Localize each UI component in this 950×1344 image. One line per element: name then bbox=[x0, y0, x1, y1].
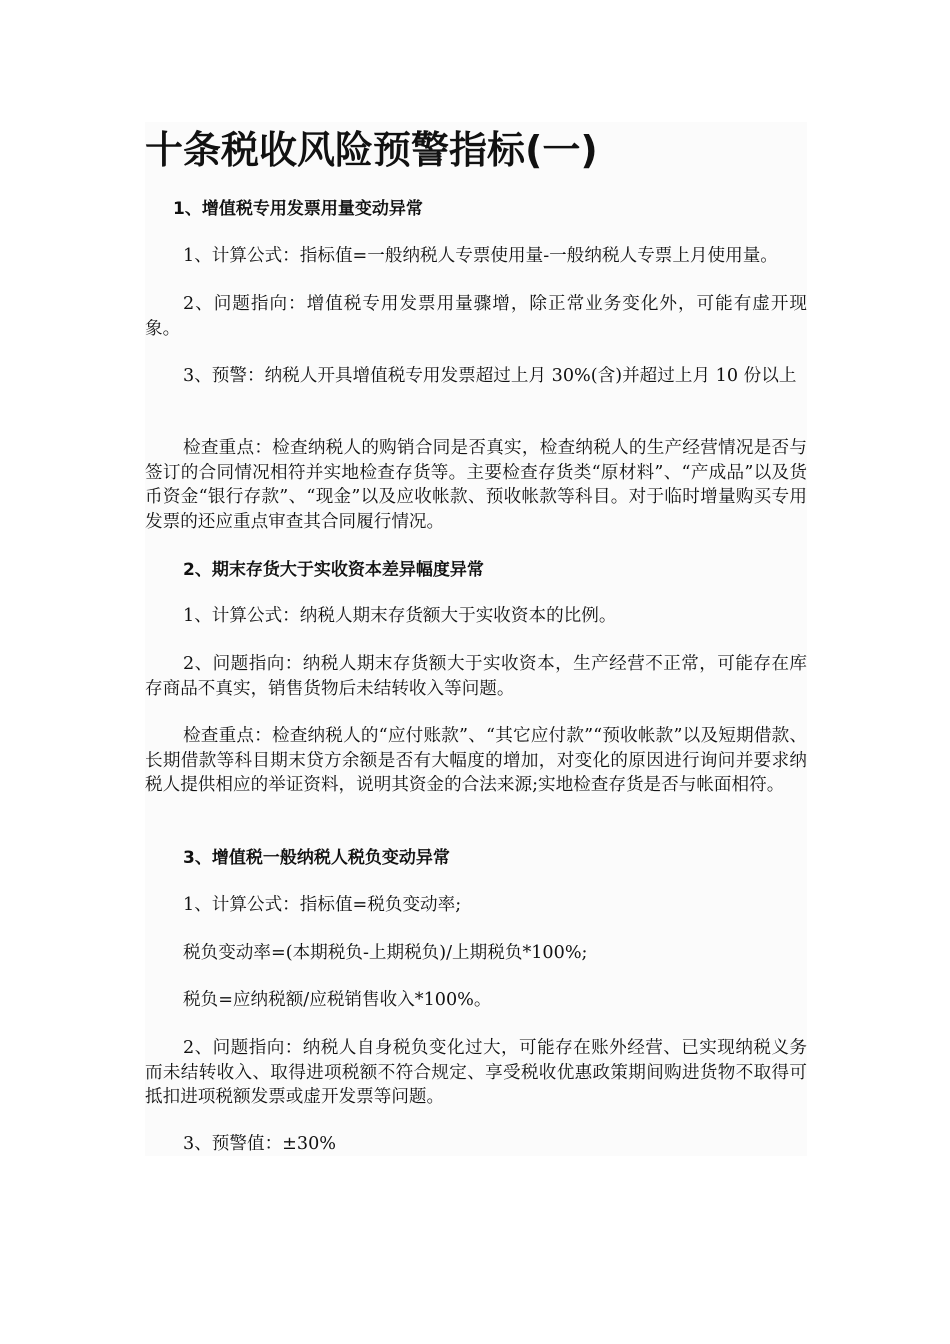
paragraph: 税负=应纳税额/应税销售收入*100%。 bbox=[183, 990, 492, 1010]
paragraph: 2、问题指向：纳税人期末存货额大于实收资本，生产经营不正常，可能存在库存商品不真实，销售货物后未结转收入等问题。 bbox=[145, 654, 807, 699]
paragraph: 1、计算公式：纳税人期末存货额大于实收资本的比例。 bbox=[183, 606, 617, 626]
section-heading: 1、增值税专用发票用量变动异常 bbox=[173, 199, 423, 219]
paragraph: 3、预警值：±30% bbox=[183, 1134, 337, 1154]
paragraph: 检查重点：检查纳税人的购销合同是否真实，检查纳税人的生产经营情况是否与签订的合同情况相符并实地检查存货等。主要检查存货类“原材料”、“产成品”以及货币资金“银行存款”、“现金”以及应收帐款、预收帐款等科目。对于临时增量购买专用发票的还应重点审查其合同履行情况。 bbox=[145, 438, 807, 532]
paragraph: 检查重点：检查纳税人的“应付账款”、“其它应付款”“预收帐款”以及短期借款、长期借款等科目期末贷方余额是否有大幅度的增加，对变化的原因进行询问并要求纳税人提供相应的举证资料，说明其资金的合法来源;实地检查存货是否与帐面相符。 bbox=[145, 726, 807, 795]
paragraph: 1、计算公式：指标值=税负变动率; bbox=[183, 895, 462, 915]
paragraph: 2、问题指向：纳税人自身税负变化过大，可能存在账外经营、已实现纳税义务而未结转收入、取得进项税额不符合规定、享受税收优惠政策期间购进货物不取得可抵扣进项税额发票或虚开发票等问题。 bbox=[145, 1038, 807, 1107]
paragraph: 3、预警：纳税人开具增值税专用发票超过上月 30%(含)并超过上月 10 份以上 bbox=[183, 366, 797, 386]
document-title: 十条税收风险预警指标(一) bbox=[145, 128, 598, 172]
section-heading: 2、期末存货大于实收资本差异幅度异常 bbox=[183, 560, 484, 580]
paragraph: 1、计算公式：指标值=一般纳税人专票使用量-一般纳税人专票上月使用量。 bbox=[183, 246, 778, 266]
section-heading: 3、增值税一般纳税人税负变动异常 bbox=[183, 848, 450, 868]
paragraph: 2、问题指向：增值税专用发票用量骤增，除正常业务变化外，可能有虚开现象。 bbox=[145, 294, 807, 339]
paragraph: 税负变动率=(本期税负-上期税负)/上期税负*100%; bbox=[183, 943, 588, 963]
